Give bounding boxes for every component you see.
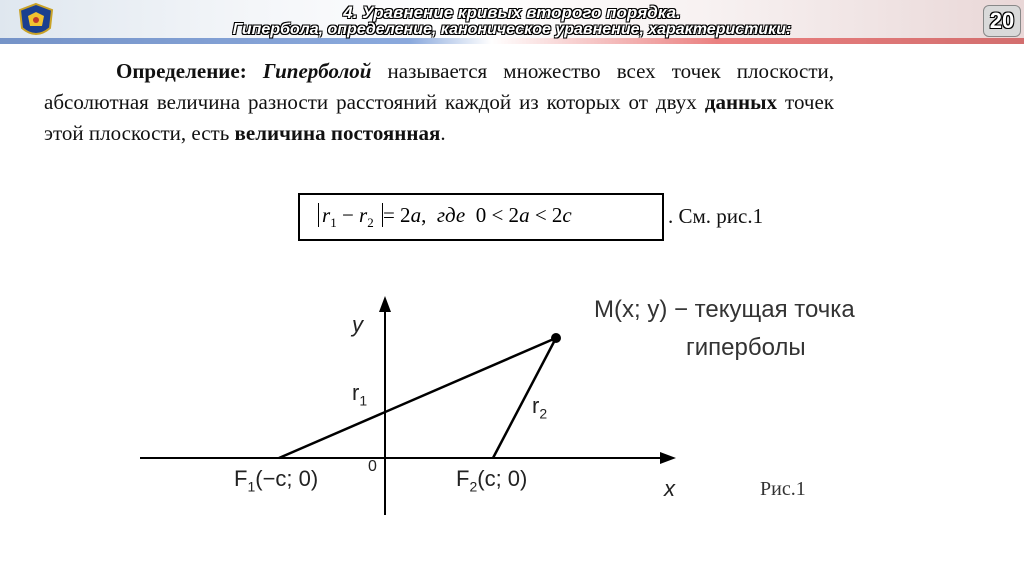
page-number-badge: 20 (983, 5, 1021, 37)
definition-lead: Определение: (116, 59, 247, 83)
slide-title-line1: 4. Уравнение кривых второго порядка. (343, 3, 681, 22)
definition-bold-1: данных (704, 90, 778, 114)
point-m-label-line2: гиперболы (686, 334, 806, 361)
y-axis-arrow (379, 296, 391, 312)
definition-bold-2: величина постоянная (234, 121, 441, 145)
slide-title-line2: Гипербола, определение, каноническое уравнение, характеристики: (232, 21, 792, 38)
r1-label: $r_1$ (352, 380, 368, 409)
x-axis-arrow (660, 452, 676, 464)
definition-text-1: называется множество всех точек плоскости, абсолютная величина разности расстояний каждой из которых от двух (44, 59, 835, 114)
point-m (551, 333, 561, 343)
figure-caption: Рис.1 (760, 478, 806, 500)
x-axis-label: x (664, 476, 675, 501)
definition-term: Гиперболой (262, 59, 372, 83)
definition-formula: $r_1 - r_2 = 2a$, где 0 < 2a < 2c (318, 203, 572, 231)
focus-f2-label: $F_2(c$; 0) (456, 466, 528, 495)
definition-text-2: точек этой плоскости, есть (44, 90, 834, 145)
point-m-label: M(x; y) − текущая точка (594, 296, 855, 323)
y-axis-label: y (352, 312, 363, 337)
definition-paragraph: Определение: Гиперболой называется множество всех точек плоскости, абсолютная величина разности расстояний каждой из которых от двух данных точек этой плоскости, есть величина постоянная. (44, 59, 835, 145)
r1-segment (279, 338, 556, 458)
origin-label: 0 (368, 458, 377, 475)
r2-label: $r_2$ (532, 393, 548, 422)
focus-f1-label: $F_1(-c$; 0) (234, 466, 319, 495)
figure-reference: . См. рис.1 (668, 204, 764, 228)
